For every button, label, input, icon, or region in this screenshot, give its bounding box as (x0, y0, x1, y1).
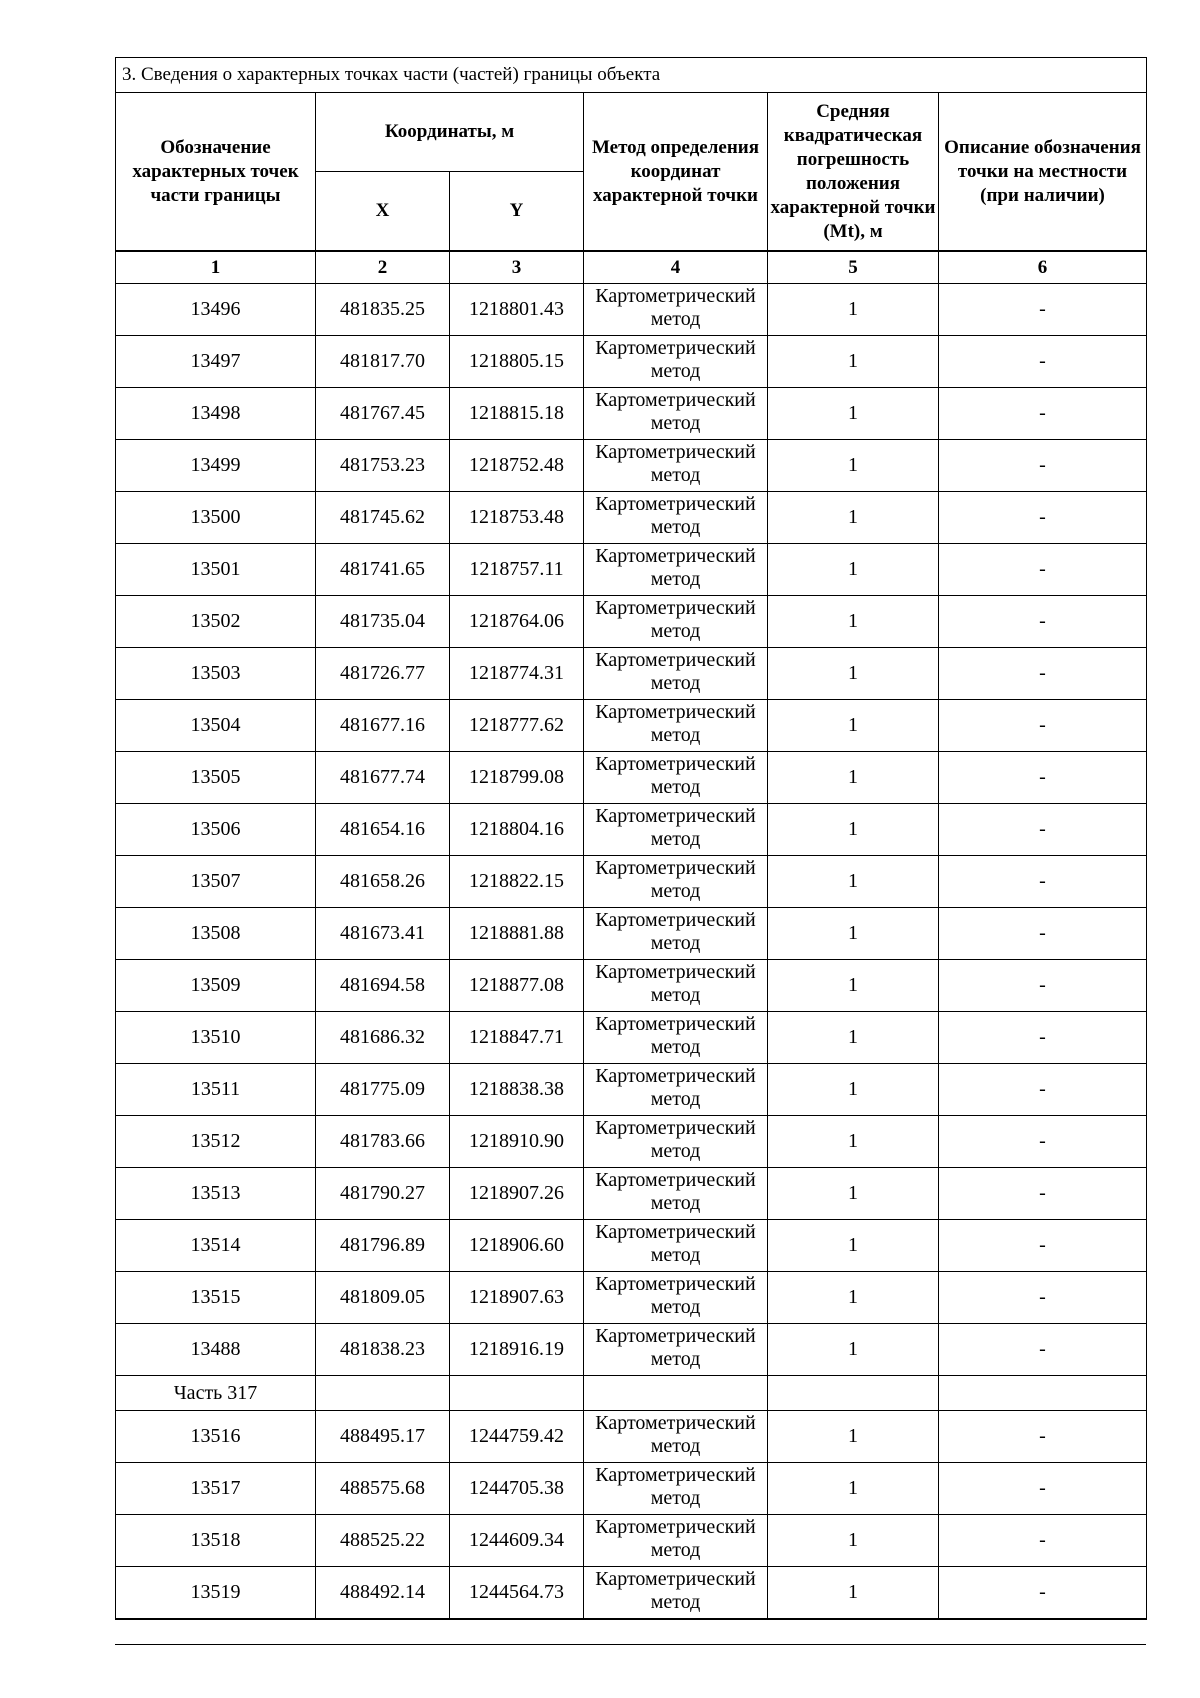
description-cell: - (939, 908, 1147, 960)
column-number: 5 (768, 251, 939, 284)
description-cell: - (939, 596, 1147, 648)
point-number-cell: 13512 (116, 1116, 316, 1168)
x-coordinate-cell: 481654.16 (316, 804, 450, 856)
error-cell: 1 (768, 1515, 939, 1567)
table-row (116, 1567, 1147, 1620)
table-row (116, 440, 1147, 492)
error-cell: 1 (768, 1116, 939, 1168)
error-cell: 1 (768, 1220, 939, 1272)
method-cell: Картометрический метод (584, 1272, 768, 1324)
error-cell: 1 (768, 388, 939, 440)
table-row (116, 804, 1147, 856)
description-cell: - (939, 648, 1147, 700)
x-coordinate-cell: 481694.58 (316, 960, 450, 1012)
y-coordinate-cell: 1218822.15 (450, 856, 584, 908)
point-number-cell: 13498 (116, 388, 316, 440)
table-row (116, 1168, 1147, 1220)
x-coordinate-cell: 481838.23 (316, 1324, 450, 1376)
error-cell: 1 (768, 1567, 939, 1620)
y-coordinate-cell: 1244759.42 (450, 1411, 584, 1463)
header-description: Описание обозначения точки на местности (при наличии) (939, 93, 1147, 252)
description-cell: - (939, 1168, 1147, 1220)
table-row (116, 1116, 1147, 1168)
x-coordinate-cell: 488492.14 (316, 1567, 450, 1620)
method-cell: Картометрический метод (584, 1064, 768, 1116)
table-row (116, 648, 1147, 700)
description-cell: - (939, 284, 1147, 336)
x-coordinate-cell: 481767.45 (316, 388, 450, 440)
table-row (116, 1220, 1147, 1272)
method-cell: Картометрический метод (584, 1012, 768, 1064)
method-cell: Картометрический метод (584, 440, 768, 492)
method-cell: Картометрический метод (584, 1411, 768, 1463)
description-cell: - (939, 1515, 1147, 1567)
table-row (116, 908, 1147, 960)
header-coordinates: Координаты, м (316, 93, 584, 172)
description-cell: - (939, 336, 1147, 388)
error-cell: 1 (768, 1411, 939, 1463)
column-number: 6 (939, 251, 1147, 284)
y-coordinate-cell: 1218764.06 (450, 596, 584, 648)
table-row (116, 1411, 1147, 1463)
description-cell: - (939, 804, 1147, 856)
error-cell: 1 (768, 492, 939, 544)
point-number-cell: 13510 (116, 1012, 316, 1064)
method-cell: Картометрический метод (584, 1567, 768, 1620)
point-number-cell: 13497 (116, 336, 316, 388)
table-row (116, 700, 1147, 752)
description-cell: - (939, 700, 1147, 752)
error-cell: 1 (768, 752, 939, 804)
description-cell: - (939, 388, 1147, 440)
table-row (116, 1515, 1147, 1567)
point-number-cell: 13513 (116, 1168, 316, 1220)
description-cell: - (939, 1012, 1147, 1064)
point-number-cell: 13517 (116, 1463, 316, 1515)
x-coordinate-cell: 481835.25 (316, 284, 450, 336)
point-number-cell: 13488 (116, 1324, 316, 1376)
method-cell: Картометрический метод (584, 856, 768, 908)
method-cell: Картометрический метод (584, 1168, 768, 1220)
part-label: Часть 317 (116, 1376, 316, 1411)
description-cell: - (939, 544, 1147, 596)
column-number: 2 (316, 251, 450, 284)
point-number-cell: 13503 (116, 648, 316, 700)
x-coordinate-cell: 481673.41 (316, 908, 450, 960)
y-coordinate-cell: 1244705.38 (450, 1463, 584, 1515)
table-row (116, 960, 1147, 1012)
document-page (115, 57, 1146, 1620)
y-coordinate-cell: 1218877.08 (450, 960, 584, 1012)
table-row (116, 544, 1147, 596)
method-cell: Картометрический метод (584, 284, 768, 336)
column-number: 3 (450, 251, 584, 284)
description-cell: - (939, 440, 1147, 492)
description-cell: - (939, 1220, 1147, 1272)
method-cell: Картометрический метод (584, 1220, 768, 1272)
x-coordinate-cell: 481658.26 (316, 856, 450, 908)
x-coordinate-cell: 481745.62 (316, 492, 450, 544)
method-cell: Картометрический метод (584, 960, 768, 1012)
table-row (116, 1463, 1147, 1515)
error-cell: 1 (768, 336, 939, 388)
description-cell: - (939, 1272, 1147, 1324)
y-coordinate-cell: 1218774.31 (450, 648, 584, 700)
x-coordinate-cell: 488525.22 (316, 1515, 450, 1567)
method-cell: Картометрический метод (584, 336, 768, 388)
table-row (116, 1324, 1147, 1376)
point-number-cell: 13508 (116, 908, 316, 960)
y-coordinate-cell: 1218916.19 (450, 1324, 584, 1376)
y-coordinate-cell: 1244609.34 (450, 1515, 584, 1567)
table-row (116, 752, 1147, 804)
point-number-cell: 13509 (116, 960, 316, 1012)
point-number-cell: 13519 (116, 1567, 316, 1620)
column-numbers-row (116, 251, 1147, 284)
error-cell: 1 (768, 908, 939, 960)
x-coordinate-cell: 481783.66 (316, 1116, 450, 1168)
y-coordinate-cell: 1218881.88 (450, 908, 584, 960)
x-coordinate-cell: 481790.27 (316, 1168, 450, 1220)
x-coordinate-cell: 481809.05 (316, 1272, 450, 1324)
y-coordinate-cell: 1244564.73 (450, 1567, 584, 1620)
table-row (116, 284, 1147, 336)
x-coordinate-cell: 481796.89 (316, 1220, 450, 1272)
y-coordinate-cell: 1218805.15 (450, 336, 584, 388)
x-coordinate-cell: 481686.32 (316, 1012, 450, 1064)
y-coordinate-cell: 1218801.43 (450, 284, 584, 336)
method-cell: Картометрический метод (584, 1463, 768, 1515)
x-coordinate-cell: 481741.65 (316, 544, 450, 596)
error-cell: 1 (768, 1324, 939, 1376)
description-cell: - (939, 856, 1147, 908)
empty-cell (939, 1376, 1147, 1411)
error-cell: 1 (768, 1168, 939, 1220)
method-cell: Картометрический метод (584, 908, 768, 960)
description-cell: - (939, 1567, 1147, 1620)
method-cell: Картометрический метод (584, 544, 768, 596)
point-number-cell: 13499 (116, 440, 316, 492)
description-cell: - (939, 1064, 1147, 1116)
error-cell: 1 (768, 544, 939, 596)
x-coordinate-cell: 488575.68 (316, 1463, 450, 1515)
y-coordinate-cell: 1218910.90 (450, 1116, 584, 1168)
y-coordinate-cell: 1218907.63 (450, 1272, 584, 1324)
x-coordinate-cell: 481817.70 (316, 336, 450, 388)
table-row (116, 1012, 1147, 1064)
description-cell: - (939, 492, 1147, 544)
description-cell: - (939, 1324, 1147, 1376)
y-coordinate-cell: 1218804.16 (450, 804, 584, 856)
point-number-cell: 13518 (116, 1515, 316, 1567)
x-coordinate-cell: 481753.23 (316, 440, 450, 492)
method-cell: Картометрический метод (584, 492, 768, 544)
empty-cell (584, 1376, 768, 1411)
header-method: Метод определения координат характерной точки (584, 93, 768, 252)
header-y: Y (450, 172, 584, 252)
table-row (116, 1272, 1147, 1324)
table-row (116, 388, 1147, 440)
x-coordinate-cell: 481735.04 (316, 596, 450, 648)
table-row (116, 336, 1147, 388)
error-cell: 1 (768, 1064, 939, 1116)
description-cell: - (939, 1463, 1147, 1515)
error-cell: 1 (768, 596, 939, 648)
error-cell: 1 (768, 804, 939, 856)
error-cell: 1 (768, 648, 939, 700)
method-cell: Картометрический метод (584, 752, 768, 804)
error-cell: 1 (768, 700, 939, 752)
error-cell: 1 (768, 1012, 939, 1064)
point-number-cell: 13502 (116, 596, 316, 648)
column-number: 4 (584, 251, 768, 284)
point-number-cell: 13514 (116, 1220, 316, 1272)
error-cell: 1 (768, 1463, 939, 1515)
point-number-cell: 13507 (116, 856, 316, 908)
error-cell: 1 (768, 284, 939, 336)
table-row (116, 492, 1147, 544)
part-label-row (116, 1376, 1147, 1411)
header-error: Средняя квадратическая погрешность положения характерной точки (Mt), м (768, 93, 939, 252)
point-number-cell: 13501 (116, 544, 316, 596)
error-cell: 1 (768, 1272, 939, 1324)
method-cell: Картометрический метод (584, 1515, 768, 1567)
method-cell: Картометрический метод (584, 648, 768, 700)
point-number-cell: 13511 (116, 1064, 316, 1116)
table-row (116, 596, 1147, 648)
description-cell: - (939, 1116, 1147, 1168)
empty-cell (316, 1376, 450, 1411)
y-coordinate-cell: 1218753.48 (450, 492, 584, 544)
y-coordinate-cell: 1218907.26 (450, 1168, 584, 1220)
error-cell: 1 (768, 440, 939, 492)
boundary-points-table (115, 57, 1147, 1620)
y-coordinate-cell: 1218847.71 (450, 1012, 584, 1064)
error-cell: 1 (768, 856, 939, 908)
y-coordinate-cell: 1218799.08 (450, 752, 584, 804)
section-title: 3. Сведения о характерных точках части (частей) границы объекта (116, 58, 1147, 93)
method-cell: Картометрический метод (584, 1324, 768, 1376)
section-title-row (116, 58, 1147, 93)
description-cell: - (939, 1411, 1147, 1463)
description-cell: - (939, 752, 1147, 804)
point-number-cell: 13506 (116, 804, 316, 856)
y-coordinate-cell: 1218838.38 (450, 1064, 584, 1116)
method-cell: Картометрический метод (584, 1116, 768, 1168)
x-coordinate-cell: 488495.17 (316, 1411, 450, 1463)
header-x: X (316, 172, 450, 252)
point-number-cell: 13505 (116, 752, 316, 804)
point-number-cell: 13504 (116, 700, 316, 752)
x-coordinate-cell: 481677.16 (316, 700, 450, 752)
table-body (116, 284, 1147, 1620)
x-coordinate-cell: 481775.09 (316, 1064, 450, 1116)
table-row (116, 1064, 1147, 1116)
y-coordinate-cell: 1218777.62 (450, 700, 584, 752)
point-number-cell: 13515 (116, 1272, 316, 1324)
header-row (116, 93, 1147, 172)
y-coordinate-cell: 1218906.60 (450, 1220, 584, 1272)
x-coordinate-cell: 481726.77 (316, 648, 450, 700)
column-number: 1 (116, 251, 316, 284)
method-cell: Картометрический метод (584, 388, 768, 440)
table-row (116, 856, 1147, 908)
point-number-cell: 13516 (116, 1411, 316, 1463)
empty-cell (450, 1376, 584, 1411)
error-cell: 1 (768, 960, 939, 1012)
point-number-cell: 13496 (116, 284, 316, 336)
y-coordinate-cell: 1218752.48 (450, 440, 584, 492)
header-designation: Обозначение характерных точек части границы (116, 93, 316, 252)
method-cell: Картометрический метод (584, 700, 768, 752)
method-cell: Картометрический метод (584, 596, 768, 648)
footer-divider (115, 1644, 1146, 1645)
method-cell: Картометрический метод (584, 804, 768, 856)
y-coordinate-cell: 1218815.18 (450, 388, 584, 440)
point-number-cell: 13500 (116, 492, 316, 544)
empty-cell (768, 1376, 939, 1411)
description-cell: - (939, 960, 1147, 1012)
x-coordinate-cell: 481677.74 (316, 752, 450, 804)
y-coordinate-cell: 1218757.11 (450, 544, 584, 596)
